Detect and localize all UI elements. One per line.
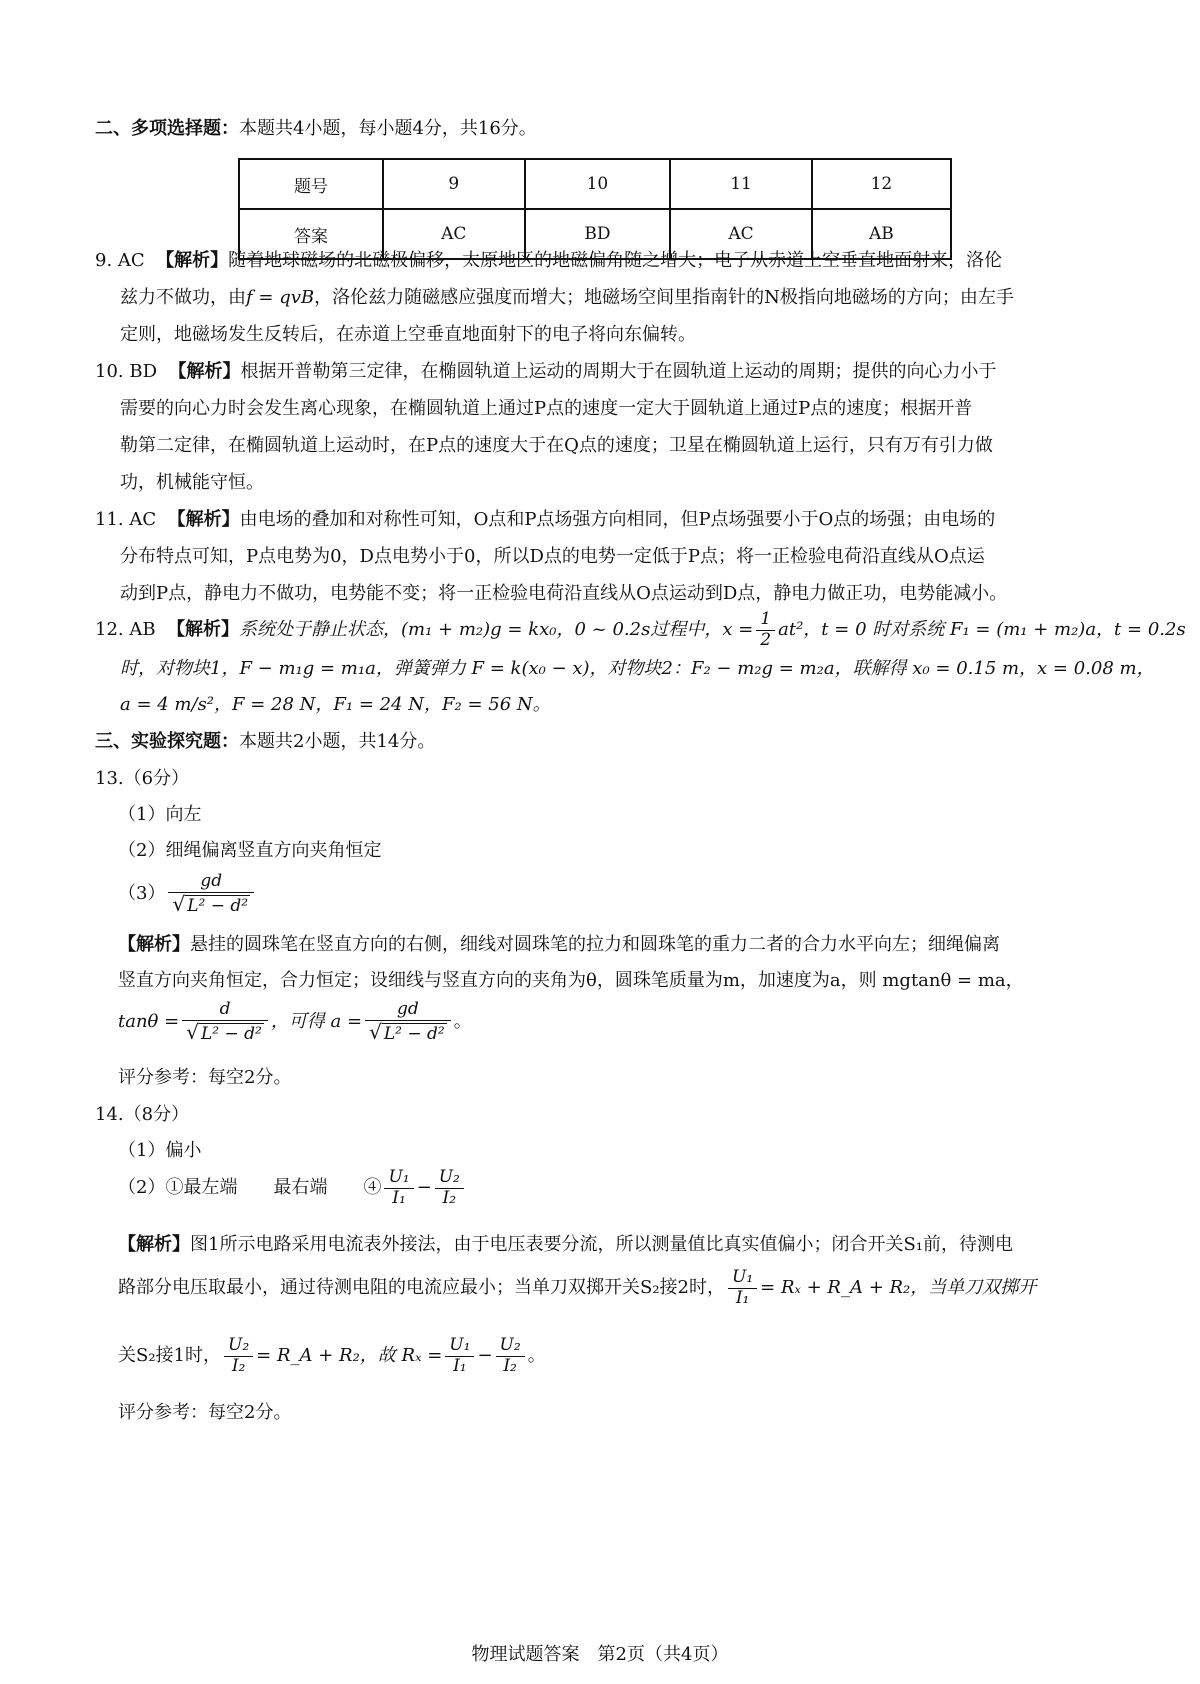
q13-head: 13.（6分）	[95, 768, 190, 789]
q11-text-1: 由电场的叠加和对称性可知，O点和P点场强方向相同，但P点场强要小于O点的场强；由电场的	[239, 509, 996, 530]
q13-text-1: 悬挂的圆珠笔在竖直方向的右侧，细线对圆珠笔的拉力和圆珠笔的重力二者的合力水平向左；细绳偏离	[190, 934, 1000, 955]
q11-line-1	[95, 509, 995, 531]
q10-text-4: 功，机械能守恒。	[120, 472, 264, 493]
table-cell: 11	[670, 159, 812, 209]
q12-text-2: 时，对物块1，F − m₁g = m₁a，弹簧弹力 F = k(x₀ − x)，对物块2：F₂ − m₂g = m₂a，联解得 x₀ = 0.15 m，x = 0.08 m，	[120, 658, 1155, 679]
sqrt: √ L² − d²	[172, 891, 249, 916]
q13-a1: （1）向左	[118, 804, 202, 825]
q10-text-3: 勒第二定律，在椭圆轨道上运动时，在P点的速度大于在Q点的速度；卫星在椭圆轨道上运行，只有万有引力做	[120, 435, 993, 456]
q13-text-3a: tanθ =	[118, 1011, 180, 1033]
fraction-numerator: gd	[397, 999, 419, 1019]
sqrt-radicand: L² − d²	[187, 895, 249, 916]
fraction-numerator: U₂	[438, 1167, 460, 1187]
fraction-denominator: I₂	[496, 1356, 525, 1377]
q12-text-1b: at²，t = 0 时对系统 F₁ = (m₁ + m₂)a，t = 0.2s	[778, 619, 1186, 641]
q12-line-1	[95, 610, 1186, 650]
q12-number: 12. AB	[95, 619, 156, 641]
fraction-numerator: U₁	[449, 1335, 471, 1355]
section-3-heading	[95, 731, 435, 753]
answer-table	[238, 158, 952, 260]
q13-answer-fraction	[168, 872, 254, 916]
q13-score	[118, 1067, 291, 1089]
q14-heading	[95, 1104, 189, 1126]
page-footer: 物理试题答案 第2页（共4页）	[471, 1644, 729, 1665]
fraction-denominator	[365, 1020, 451, 1045]
table-cell: 题号	[239, 159, 383, 209]
tan-fraction	[182, 1000, 268, 1044]
q11-text-2: 分布特点可知，P点电势为0，D点电势小于0，所以D点的电势一定低于P点；将一正检验电荷沿直线从O点运	[120, 546, 985, 567]
q13-heading	[95, 768, 189, 790]
minus-sign: −	[416, 1177, 432, 1199]
q14-answer-2	[118, 1168, 467, 1208]
q13-line-1	[118, 934, 1000, 956]
sqrt: √ L² − d²	[369, 1019, 445, 1044]
q11-tag: 【解析】	[167, 509, 240, 530]
q12-line-3	[120, 694, 551, 716]
fraction-denominator	[182, 1020, 268, 1045]
q9-tag: 【解析】	[156, 250, 229, 271]
q14-text-1: 图1所示电路采用电流表外接法，由于电压表要分流，所以测量值比真实值偏小；闭合开关S₁前，待测电	[190, 1234, 1013, 1255]
section-2-title: 二、多项选择题：	[95, 118, 239, 139]
fraction-numerator: gd	[200, 871, 223, 891]
q10-tag: 【解析】	[168, 361, 241, 382]
sqrt-radicand: L² − d²	[383, 1023, 445, 1044]
sqrt-radicand: L² − d²	[200, 1023, 262, 1044]
q13-answer-2	[118, 840, 381, 862]
q9-line-2	[120, 287, 1014, 309]
q14-head: 14.（8分）	[95, 1104, 190, 1125]
section-2-heading	[95, 118, 537, 140]
q14-answer-1	[118, 1140, 201, 1162]
fraction-numerator: d	[219, 999, 231, 1019]
q9-line-3	[120, 324, 696, 346]
q12-line-2	[120, 658, 1155, 680]
q14-a2c: ④	[363, 1177, 382, 1199]
fraction-numerator: U₂	[228, 1335, 250, 1355]
u2-over-i2-fraction	[224, 1336, 253, 1376]
q10-line-4	[120, 472, 264, 494]
q11-number: 11. AC	[95, 509, 157, 530]
fraction-denominator: I₂	[224, 1356, 253, 1377]
q9-text-1: 随着地球磁场的北磁极偏移，太原地区的地磁偏角随之增大；电子从赤道上空垂直地面射来，洛伦	[228, 250, 1003, 271]
q13-text-3c: 。	[453, 1011, 472, 1033]
q13-a3: （3）	[118, 883, 166, 905]
u1-over-i1-fraction	[384, 1168, 413, 1208]
one-half-fraction	[756, 610, 775, 650]
minus-sign: −	[477, 1345, 493, 1367]
q9-text-2a: 兹力不做功，由	[120, 287, 246, 308]
q10-text-1: 根据开普勒第三定律，在椭圆轨道上运动的周期大于在圆轨道上运动的周期；提供的向心力小于	[240, 361, 997, 382]
table-cell: 10	[525, 159, 671, 209]
q14-text-2b: = Rₓ + R_A + R₂，当单刀双掷开	[760, 1277, 1037, 1299]
q11-line-2	[120, 546, 985, 568]
answer-table-header-row	[239, 159, 951, 209]
table-cell: 12	[812, 159, 951, 209]
q14-tag: 【解析】	[118, 1234, 190, 1255]
fraction-denominator: I₁	[728, 1288, 757, 1309]
section-2-desc: 本题共4小题，每小题4分，共16分。	[239, 118, 537, 139]
fraction-denominator	[168, 892, 254, 917]
q11-text-3: 动到P点，静电力不做功，电势能不变；将一正检验电荷沿直线从O点运动到D点，静电力做正功，电势能减小。	[120, 583, 1008, 604]
fraction-denominator: I₂	[435, 1188, 464, 1209]
q13-answer-3	[118, 872, 257, 916]
q14-text-2a: 路部分电压取最小，通过待测电阻的电流应最小；当单刀双掷开关S₂接2时，	[118, 1277, 725, 1299]
q14-line-1	[118, 1234, 1013, 1256]
q10-line-3	[120, 435, 993, 457]
q14-a2a: （2）①最左端	[118, 1177, 238, 1199]
q14-a1: （1）偏小	[118, 1140, 202, 1161]
fraction-numerator: 1	[760, 609, 772, 629]
table-cell: AC	[383, 209, 525, 259]
q14-text-3a: 关S₂接1时，	[118, 1345, 221, 1367]
q13-text-3b: ，可得 a =	[270, 1011, 363, 1033]
q13-a2: （2）细绳偏离竖直方向夹角恒定	[118, 840, 382, 861]
q13-line-3	[118, 1000, 472, 1044]
u1-over-i1-fraction	[445, 1336, 474, 1376]
u1-over-i1-fraction	[728, 1268, 757, 1308]
table-cell: AB	[812, 209, 951, 259]
q14-score-text: 评分参考：每空2分。	[118, 1402, 292, 1423]
section-3-desc: 本题共2小题，共14分。	[239, 731, 436, 752]
q14-text-3c: 。	[527, 1345, 546, 1367]
q14-text-3b: = R_A + R₂，故 Rₓ =	[256, 1345, 443, 1367]
q9-line-1	[95, 250, 1002, 272]
acceleration-fraction	[365, 1000, 451, 1044]
q9-number: 9. AC	[95, 250, 145, 271]
table-cell: AC	[670, 209, 812, 259]
q10-line-2	[120, 398, 972, 420]
q13-answer-1	[118, 804, 201, 826]
q14-a2b: 最右端	[273, 1177, 328, 1199]
q10-line-1	[95, 361, 996, 383]
q13-score-text: 评分参考：每空2分。	[118, 1067, 292, 1088]
q13-text-2: 竖直方向夹角恒定，合力恒定；设细线与竖直方向的夹角为θ，圆珠笔质量为m，加速度为a，则 mgtanθ = ma，	[118, 970, 1024, 991]
q12-text-1a: 系统处于静止状态，(m₁ + m₂)g = kx₀，0 ~ 0.2s过程中，x =	[239, 619, 754, 641]
q9-text-2b: ，洛伦兹力随磁感应强度而增大；地磁场空间里指南针的N极指向地磁场的方向；由左手	[314, 287, 1014, 308]
table-cell: 答案	[239, 209, 383, 259]
q10-text-2: 需要的向心力时会发生离心现象，在椭圆轨道上通过P点的速度一定大于圆轨道上通过P点的速度；根据开普	[120, 398, 973, 419]
q14-line-3	[118, 1336, 546, 1376]
fraction-denominator: I₁	[445, 1356, 474, 1377]
u2-over-i2-fraction	[496, 1336, 525, 1376]
fraction-numerator: U₂	[499, 1335, 521, 1355]
section-3-title: 三、实验探究题：	[95, 731, 239, 752]
q14-score	[118, 1402, 291, 1424]
fraction-numerator: U₁	[388, 1167, 410, 1187]
q10-number: 10. BD	[95, 361, 158, 382]
q9-formula: f = qvB	[246, 287, 315, 308]
q12-tag: 【解析】	[167, 619, 240, 641]
table-cell: 9	[383, 159, 525, 209]
table-cell: BD	[525, 209, 671, 259]
q13-tag: 【解析】	[118, 934, 190, 955]
q11-line-3	[120, 583, 1007, 605]
fraction-numerator: U₁	[732, 1267, 754, 1287]
u2-over-i2-fraction	[435, 1168, 464, 1208]
q13-line-2	[118, 970, 1024, 992]
fraction-denominator: 2	[756, 630, 775, 651]
q9-text-3: 定则，地磁场发生反转后，在赤道上空垂直地面射下的电子将向东偏转。	[120, 324, 696, 345]
q14-line-2	[118, 1268, 1036, 1308]
sqrt: √ L² − d²	[186, 1019, 262, 1044]
q12-text-3: a = 4 m/s²，F = 28 N，F₁ = 24 N，F₂ = 56 N。	[120, 694, 551, 715]
fraction-denominator: I₁	[384, 1188, 413, 1209]
